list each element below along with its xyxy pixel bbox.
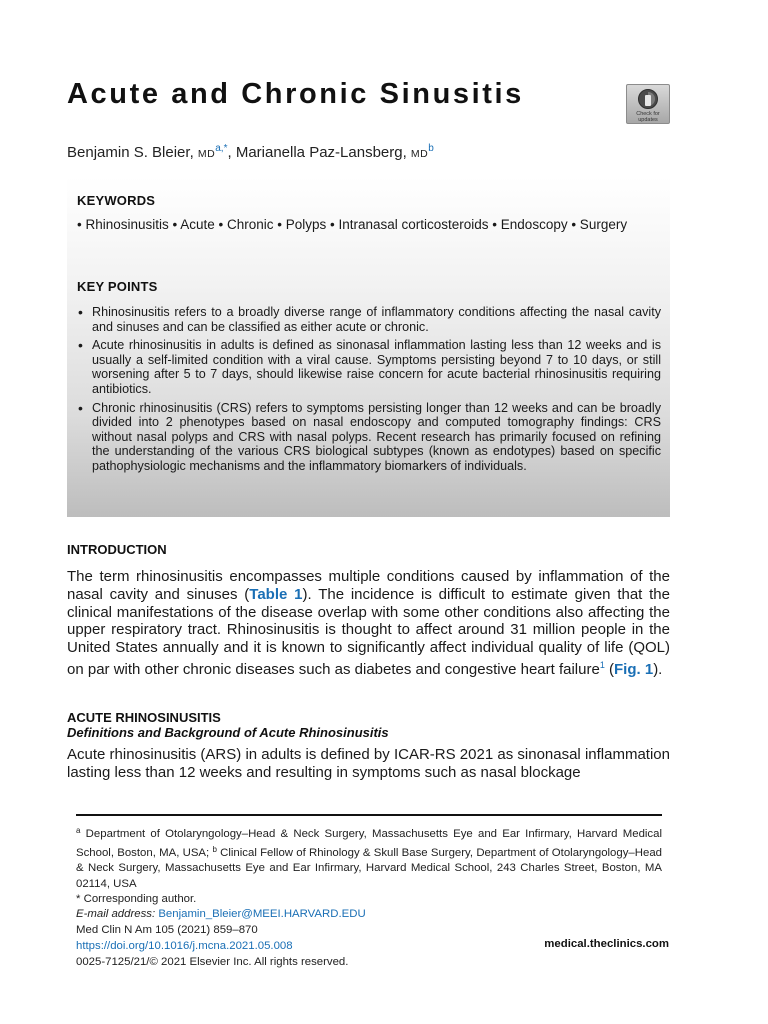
key-point-item: • Chronic rhinosinusitis (CRS) refers to symptoms persisting longer than 12 weeks and can be broadly divided into 2 phenotypes based on nasal endoscopy and computed tomography findings: CRS without nasal polyps and CRS with nasal polyps. Recent research has primarily focused on refining the understanding of the various CRS biological subtypes (known as endotypes) based on specific pathophysiologic mechanisms and the inflammatory biomarkers of individuals.: [77, 401, 661, 474]
check-for-updates-icon: [637, 88, 659, 110]
author-1-degree: MD: [197, 148, 216, 160]
footnote-divider: [76, 814, 662, 816]
keywords-heading: KEYWORDS: [77, 193, 156, 208]
article-title: Acute and Chronic Sinusitis: [67, 78, 524, 110]
acute-paragraph: Acute rhinosinusitis (ARS) in adults is defined by ICAR-RS 2021 as sinonasal inflammation lasting less than 12 weeks and resulting in symptoms such as nasal blockage: [67, 746, 670, 781]
acute-rhinosinusitis-heading: ACUTE RHINOSINUSITIS: [67, 710, 221, 725]
figure-1-link[interactable]: Fig. 1: [614, 660, 654, 678]
author-2-name: Marianella Paz-Lansberg,: [235, 144, 411, 161]
journal-website[interactable]: medical.theclinics.com: [544, 938, 669, 950]
keywords-list: • Rhinosinusitis • Acute • Chronic • Polyps • Intranasal corticosteroids • Endoscopy • Surgery: [77, 217, 628, 232]
key-points-heading: KEY POINTS: [77, 279, 158, 294]
reference-1-link[interactable]: 1: [599, 659, 605, 670]
introduction-paragraph: The term rhinosinusitis encompasses multiple conditions caused by inflammation of the nasal cavity and sinuses (Table 1). The incidence is difficult to estimate given that the clinical manifestations of the disease overlap with some other conditions also affecting the upper respiratory tract. Rhinosinusitis is thought to affect around 31 million people in the United States annually and it is known to significantly affect individual quality of life (QOL) on par with other chronic diseases such as diabetes and congestive heart failure$^1$ (Fig. 1).: [67, 568, 670, 678]
author-1-name: Benjamin S. Bleier,: [67, 144, 198, 161]
table-1-link[interactable]: Table 1: [249, 585, 303, 603]
doi-link[interactable]: https://doi.org/10.1016/j.mcna.2021.05.008: [76, 940, 293, 952]
author-2-affiliation-link[interactable]: b: [428, 143, 434, 154]
author-separator: ,: [227, 144, 236, 161]
author-2-degree: MD: [410, 148, 429, 160]
check-for-updates-badge[interactable]: [626, 84, 670, 124]
introduction-heading: INTRODUCTION: [67, 542, 167, 557]
badge-label: Check for updates: [636, 111, 660, 123]
citation-block: [76, 922, 348, 970]
author-line: [67, 143, 434, 161]
copyright-line: 0025-7125/21/© 2021 Elsevier Inc. All rights reserved.: [76, 956, 349, 968]
email-label: E-mail address:: [76, 908, 156, 921]
corresponding-author-note: * Corresponding author.: [76, 892, 197, 905]
journal-citation: Med Clin N Am 105 (2021) 859–870: [76, 924, 258, 936]
key-point-item: • Rhinosinusitis refers to a broadly diverse range of inflammatory conditions affecting the nasal cavity and sinuses and can be classified as either acute or chronic.: [77, 305, 661, 334]
definitions-subheading: Definitions and Background of Acute Rhinosinusitis: [67, 725, 389, 740]
author-1-affiliation-link[interactable]: a,*: [215, 143, 228, 154]
affiliations-footnote: $^a$ Department of Otolaryngology–Head & Neck Surgery, Massachusetts Eye and Ear Infirmary, Harvard Medical School, Boston, MA, USA; $^b$ Clinical Fellow of Rhinology & Skull Base Surgery, Department of Otolaryngology–Head & Neck Surgery, Massachusetts Eye and Ear Infirmary, Harvard Medical School, 243 Charles Street, Boston, MA 02114, USA * Corresponding author. E-mail address: Benjamin_Bleier@MEEI.HARVARD.EDU: [76, 826, 662, 921]
keywords-keypoints-box: [67, 177, 670, 517]
key-point-item: • Acute rhinosinusitis in adults is defined as sinonasal inflammation lasting less than 12 weeks and is usually a self-limited condition with a viral cause. Symptoms persisting beyond 7 to 10 days, or still worsening after 5 to 7 days, should likewise raise concern for acute bacterial rhinosinusitis requiring antibiotics.: [77, 338, 661, 396]
email-link[interactable]: Benjamin_Bleier@MEEI.HARVARD.EDU: [158, 908, 366, 921]
key-points-list: [77, 305, 661, 478]
